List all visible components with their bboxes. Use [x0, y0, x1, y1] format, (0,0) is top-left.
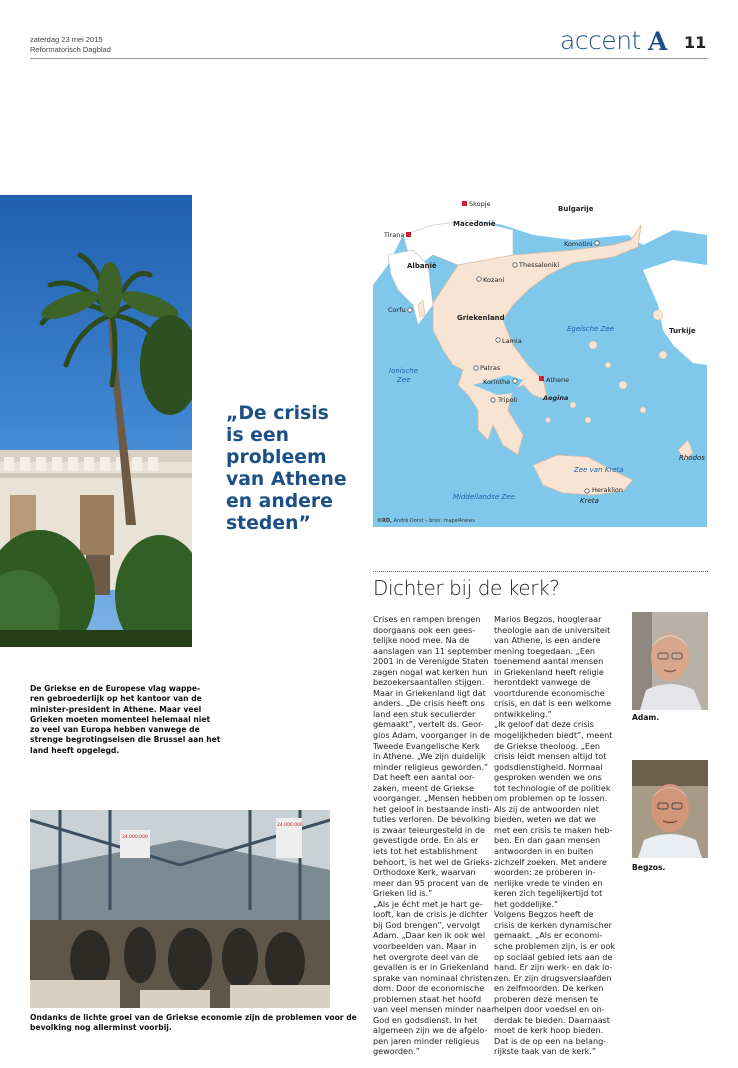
portrait-begzos-photo [632, 760, 708, 858]
map-label-aegina: Aegina [543, 394, 569, 402]
article-column-2: Marios Begzos, hoogleraar theologie aan de universiteit van Athene, is een andere mening toegedaan. „Een toenemend aantal mensen in Griekenland heeft religie herontdekt vanwege de voortdurende economische crisis, en dat is een welkome ontwikkeling.” „Ik geloof dat deze crisis mogelijkheden biedt”, meent de Griekse theoloog. „Een crisis leidt mensen altijd tot godsdienstigheid. Normaal gesproken wenden we ons tot technologie of de politiek om problemen op te lossen. Als zij de antwoorden niet bieden, weten we dat we met een crisis te maken heb- ben. En dan gaan mensen antwoorden in en buiten zichzelf zoeken. Met andere woorden: ze proberen in- nerlijke vrede te vinden en keren zich tegelijkertijd tot het goddelijke.” Volgens Begzos heeft de crisis de kerken dynamischer gemaakt. „Als er economi- sche problemen zijn, is er ook op sociaal gebied iets aan de hand. Er zijn werk- en dak lo- zen. Er zijn drugsverslaafden en zelfmoorden. De kerken proberen deze mensen te helpen door voedsel en on- derdak te bieden. Daarnaast moet de kerk hoop bieden. Dat is de op een na belang- rijkste taak van de kerk.” [494, 614, 616, 1057]
market-sign: 24.000.000 [277, 823, 303, 828]
pull-quote-line: en andere [226, 491, 333, 512]
issue-date-block [30, 35, 111, 54]
publication-name: Reformatorisch Dagblad [30, 44, 111, 54]
map-label-middellandse-zee: Middellandse Zee [453, 493, 515, 501]
capital-marker [539, 376, 544, 381]
pull-quote-line: probleem [226, 447, 327, 468]
page-number: 11 [684, 33, 707, 52]
map-label-korinthe: Korinthe [483, 378, 511, 386]
map-label-lamia: Lamia [502, 337, 522, 345]
map-label-macedonie: Macedonië [453, 220, 496, 228]
palm-tree-building-photo [0, 195, 192, 647]
map-label-thessaloniki: Thessaloniki [519, 261, 560, 269]
map-label-albanie: Albanië [407, 262, 437, 270]
map-label-turkije: Turkije [669, 327, 696, 335]
capital-marker [462, 201, 467, 206]
map-label-athene: Athene [546, 376, 570, 384]
capital-marker [406, 232, 411, 237]
pull-quote-line: is een [226, 425, 290, 446]
map-label-egeische-zee: Egeïsche Zee [567, 325, 614, 333]
photo-caption-market: Ondanks de lichte groei van de Griekse economie zijn de problemen voor de bevolking nog allerminst voorbij. [30, 1013, 357, 1033]
photo-caption-flags: De Griekse en de Europese vlag wappe- ren gebroederlijk op het kantoor van de minister-president in Athene. Maar veel Grieken moeten momenteel helemaal niet zo veel van Europa hebben vanwege de strenge begrotingseisen die Brussel aan het land heeft opgelegd. [30, 684, 221, 755]
section-logo: A [648, 27, 668, 56]
map-credit: ©RD, André Dorst – bron: mapsl4news [377, 518, 475, 524]
portrait-name-begzos: Begzos. [632, 863, 666, 872]
map-label-griekenland: Griekenland [457, 314, 505, 322]
header-divider [30, 58, 708, 59]
map-label-patras: Patras [480, 364, 501, 372]
map-label-zee-van-kreta: Zee van Kreta [574, 466, 624, 474]
map-label-rhodos: Rhodos [679, 454, 705, 462]
map-label-tripoli: Tripoli [498, 396, 518, 404]
map-label-tirana: Tirana [384, 231, 405, 239]
map-label-ionische-zee: Zee [397, 376, 411, 384]
map-label-kozani: Kozani [483, 276, 505, 284]
portrait-name-adam: Adam. [632, 713, 660, 722]
pull-quote [226, 403, 347, 535]
map-label-komotini: Komotini [564, 240, 593, 248]
greece-map [373, 195, 707, 527]
map-label-ionische-zee: Ionische [389, 367, 418, 375]
article-headline: Dichter bij de kerk? [373, 576, 560, 600]
article-column-1: Crises en rampen brengen doorgaans ook een gees- telijke nood mee. Na de aanslagen van 11 september 2001 in de Verenigde Staten zagen nogal wat kerken hun bezoekersaantallen stijgen. Maar in Griekenland ligt dat anders. „De crisis heeft ons land een stuk seculierder gemaakt”, vertelt ds. Geor- gios Adam, voorganger in de Tweede Evangelische Kerk in Athene. „We zijn duidelijk minder religieus geworden.” Dat heeft een aantal oor- zaken, meent de Griekse voorganger. „Mensen hebben het geloof in bestaande insti- tuties verloren. De bevolking is zwaar teleurgesteld in de gevestigde orde. En als er iets tot het establishment behoort, is het wel de Grieks- Orthodoxe Kerk, waarvan meer dan 95 procent van de Grieken lid is.” „Als je écht met je hart ge- looft, kan de crisis je dichter bij God brengen”, vervolgt Adam. „Daar ken ik ook wel voorbeelden van. Maar in het overgrote deel van de gevallen is er in Griekenland sprake van nominaal christen- dom. Door de economische problemen staat het hoofd van veel mensen minder naar God en godsdienst. In het algemeen zijn we de afgelo- pen jaren minder religieus geworden.” [373, 614, 496, 1057]
map-label-heraklion: Heraklion [592, 486, 624, 494]
pull-quote-line: „De crisis [226, 403, 329, 424]
market-hall-photo [30, 810, 330, 1008]
map-label-skopje: Skopje [469, 200, 491, 208]
issue-date: zaterdag 23 mei 2015 [30, 35, 103, 44]
article-divider [373, 571, 708, 572]
pull-quote-line: van Athene [226, 469, 347, 490]
map-label-kreta: Kreta [580, 497, 599, 505]
section-title: accent [560, 26, 641, 55]
portrait-adam-photo [632, 612, 708, 710]
pull-quote-line: steden” [226, 513, 311, 534]
map-label-corfu: Corfu [388, 306, 406, 314]
market-sign: 24.000.000 [122, 835, 148, 840]
map-label-bulgarije: Bulgarije [558, 205, 594, 213]
